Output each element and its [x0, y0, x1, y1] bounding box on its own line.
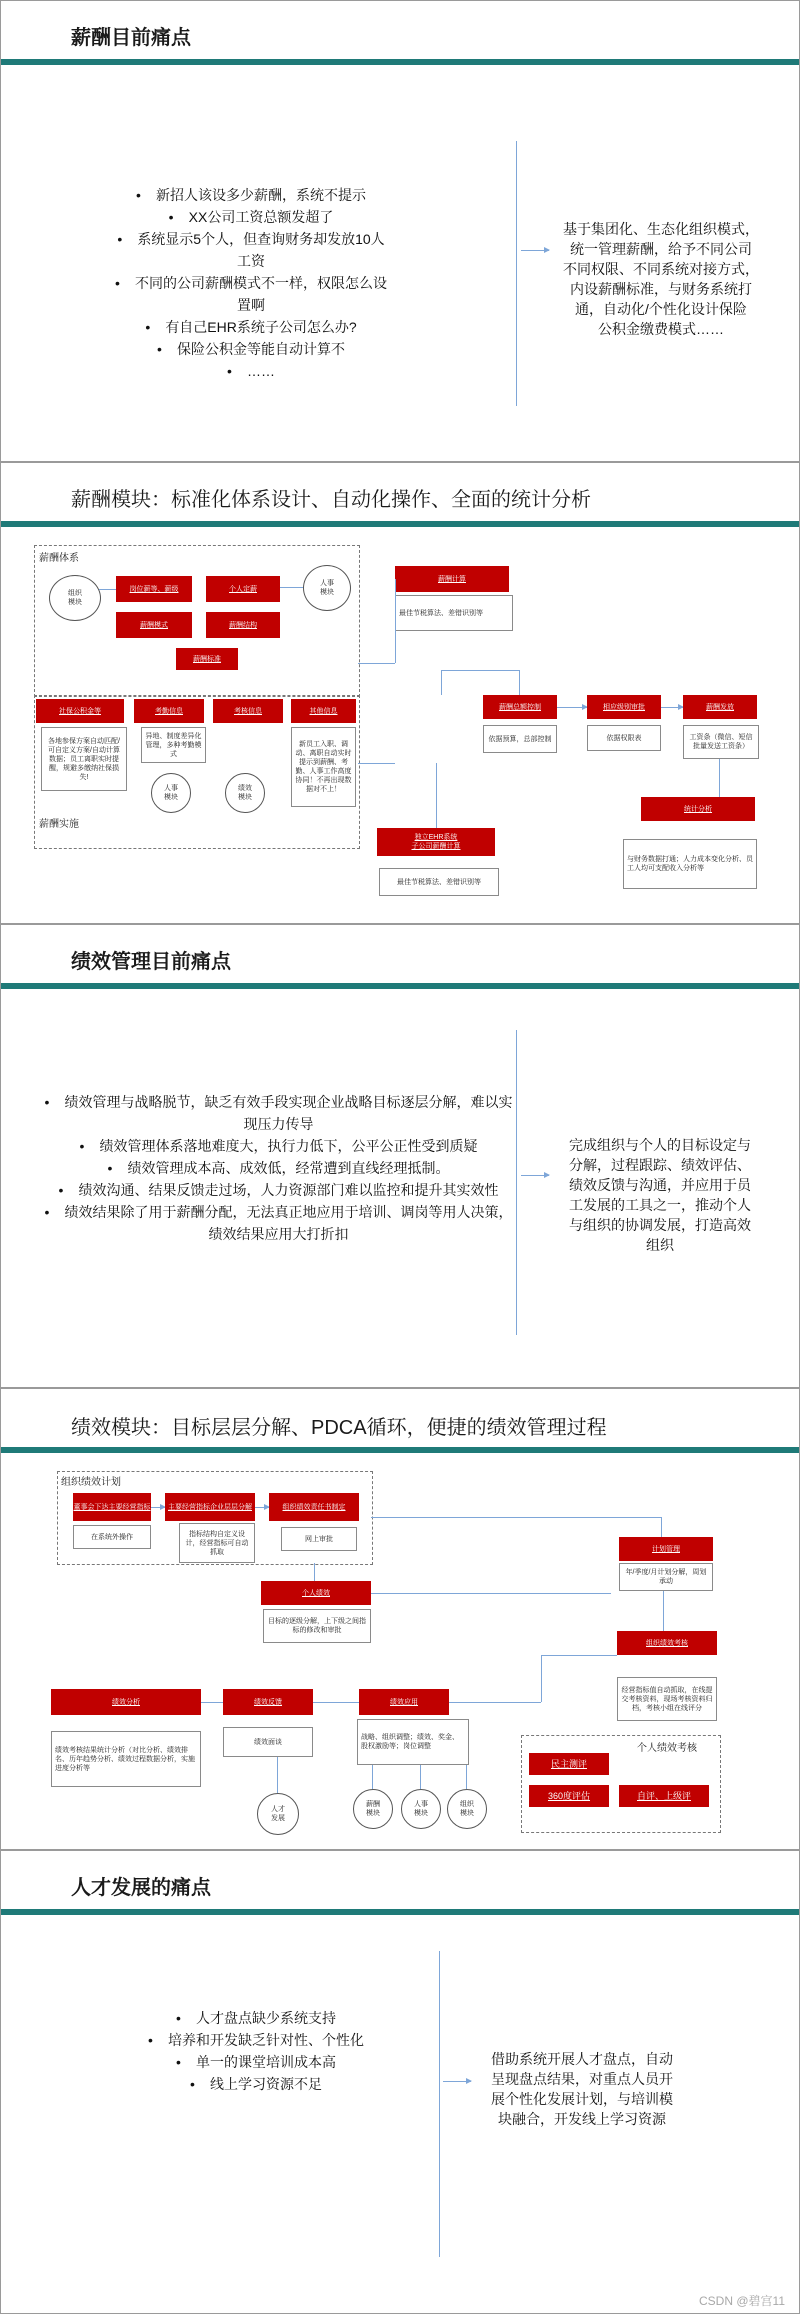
connector	[541, 1655, 542, 1702]
pay-standard-box: 薪酬标准	[176, 648, 238, 670]
payout-desc: 工资条（微信、短信批量发送工资条）	[683, 725, 759, 759]
list-item: • 人才盘点缺少系统支持	[121, 2007, 391, 2029]
dept-contract-desc: 网上审批	[281, 1527, 357, 1551]
personal-perf-desc: 目标的逐级分解，上下级之间指标的修改和审批	[263, 1609, 371, 1643]
teal-bar	[1, 59, 799, 65]
arrow	[151, 1507, 165, 1508]
connector	[441, 670, 519, 671]
circle-label: 人事 模块	[164, 785, 178, 801]
circle-label: 薪酬 模块	[366, 1801, 380, 1817]
social-insurance-box: 社保公积金等	[36, 699, 124, 723]
connector	[541, 1655, 617, 1656]
org-plan-label: 组织绩效计划	[61, 1477, 121, 1488]
solution-line: 与组织的协调发展，打造高效	[569, 1217, 751, 1233]
perf-apply-box: 绩效应用	[359, 1689, 449, 1715]
board-targets-desc: 在系统外操作	[73, 1525, 151, 1549]
slide-salary-pain	[0, 0, 800, 462]
attendance-desc: 异地、制度差异化管理，多种考勤模式	[141, 727, 206, 763]
connector	[358, 763, 395, 764]
pain-list	[41, 1091, 516, 1245]
individual-pay-box: 个人定薪	[206, 576, 280, 602]
list-item: • 绩效管理体系落地难度大，执行力低下，公平公正性受到质疑	[41, 1135, 516, 1157]
arrow	[661, 707, 683, 708]
approval-desc: 依据权限表	[587, 725, 661, 751]
slide-title: 薪酬目前痛点	[71, 27, 191, 49]
solution-line: 展个性化发展计划，与培训模	[491, 2091, 673, 2107]
perf-apply-desc: 战略、组织调整；绩效、奖金、股权激励等；岗位调整	[357, 1719, 469, 1765]
personal-perf-box: 个人绩效	[261, 1581, 371, 1605]
pay-mode-box: 薪酬模式	[116, 612, 192, 638]
solution-line: 借助系统开展人才盘点，自动	[491, 2051, 673, 2067]
circle-label: 人事 模块	[320, 580, 334, 596]
connector	[436, 763, 437, 828]
teal-bar	[1, 1447, 799, 1453]
solution-line: 呈现盘点结果，对重点人员开	[491, 2071, 673, 2087]
approval-box: 相应级别审批	[587, 695, 661, 719]
solution-line: 公积金缴费模式……	[598, 321, 724, 337]
list-item: • 绩效沟通、结果反馈走过场，人力资源部门难以监控和提升其实效性	[41, 1179, 516, 1201]
arrow	[255, 1507, 269, 1508]
slide-title: 人才发展的痛点	[71, 1877, 211, 1899]
list-item: • ……	[111, 360, 391, 382]
divider	[516, 1030, 517, 1335]
perf-feedback-desc: 绩效面谈	[223, 1727, 313, 1757]
perf-analysis-box: 绩效分析	[51, 1689, 201, 1715]
social-insurance-desc: 各地参保方案自动匹配/可自定义方案/自动计算数据；员工离职实时提醒，规避多缴纳社保损失!	[41, 727, 127, 791]
connector	[395, 579, 396, 663]
list-item: • 不同的公司薪酬模式不一样，权限怎么设置啊	[111, 272, 391, 316]
arrow	[521, 1175, 549, 1176]
solution-text	[549, 1135, 771, 1255]
payout-box: 薪酬发放	[683, 695, 757, 719]
other-info-box: 其他信息	[291, 699, 356, 723]
connector	[277, 1757, 278, 1793]
org-module-circle	[447, 1789, 487, 1829]
list-item: • 有自己EHR系统子公司怎么办?	[111, 316, 391, 338]
pay-structure-box: 薪酬结构	[206, 612, 280, 638]
slide-title: 绩效模块：目标层层分解、PDCA循环，便捷的绩效管理过程	[71, 1417, 607, 1439]
list-item: • 保险公积金等能自动计算不	[111, 338, 391, 360]
eval-360-box: 360度评估	[529, 1785, 609, 1807]
list-item: • 绩效结果除了用于薪酬分配，无法真正地应用于培训、调岗等用人决策，绩效结果应用大打折扣	[41, 1201, 516, 1245]
circle-label: 组织 模块	[460, 1801, 474, 1817]
company-split-box: 主要经营指标企业层层分解	[165, 1493, 255, 1521]
solution-line: 统一管理薪酬，给予不同公司	[570, 241, 752, 257]
salary-system-label: 薪酬体系	[39, 553, 79, 564]
self-eval-box: 自评、上级评	[619, 1785, 709, 1807]
connector	[661, 1517, 662, 1537]
solution-line: 不同权限、不同系统对接方式，	[563, 261, 759, 277]
connector	[372, 1765, 373, 1789]
solution-line: 绩效反馈与沟通，并应用于员	[569, 1177, 751, 1193]
solution-line: 组织	[646, 1237, 674, 1253]
slide-performance-pain	[0, 924, 800, 1388]
hr-module-circle	[151, 773, 191, 813]
list-item: • XX公司工资总额发超了	[111, 206, 391, 228]
stats-box: 统计分析	[641, 797, 755, 821]
connector	[201, 1702, 223, 1703]
slide-performance-module	[0, 1388, 800, 1850]
list-item: • 系统显示5个人，但查询财务却发放10人工资	[111, 228, 391, 272]
org-assess-desc: 经营指标值自动抓取，在线提交考核资料，现场考核资料归档，考核小组在线评分	[617, 1677, 717, 1721]
assessment-box: 考核信息	[213, 699, 283, 723]
company-split-desc: 指标结构自定义设计，经营指标可自动抓取	[179, 1523, 255, 1563]
solution-line: 块融合，开发线上学习资源	[498, 2111, 666, 2127]
watermark: CSDN @碧宫11	[699, 2294, 785, 2308]
solution-line: 完成组织与个人的目标设定与	[569, 1137, 751, 1153]
connector	[663, 1591, 664, 1631]
list-item: • 单一的课堂培训成本高	[121, 2051, 391, 2073]
talent-dev-circle	[257, 1793, 299, 1835]
arrow	[443, 2081, 471, 2082]
pain-list	[111, 184, 391, 382]
teal-bar	[1, 983, 799, 989]
democracy-eval-box: 民主测评	[529, 1753, 609, 1775]
connector	[519, 670, 520, 695]
hr-module-circle	[401, 1789, 441, 1829]
board-targets-box: 董事会下达主要经营指标	[73, 1493, 151, 1521]
connector	[441, 670, 442, 695]
box-label: 独立EHR系统 子公司薪酬计算	[411, 834, 461, 850]
salary-module-circle	[353, 1789, 393, 1829]
perf-analysis-desc: 绩效考核结果统计分析（对比分析、绩效排名、历年趋势分析、绩效过程数据分析，实施进度分析等	[51, 1731, 201, 1787]
independent-ehr-box	[377, 828, 495, 856]
salary-calc-desc: 最佳节税算法、差错识别等	[395, 595, 513, 631]
solution-text	[471, 2049, 693, 2129]
org-module-circle	[49, 575, 101, 621]
slide-title: 薪酬模块：标准化体系设计、自动化操作、全面的统计分析	[71, 489, 591, 511]
list-item: • 线上学习资源不足	[121, 2073, 391, 2095]
total-control-box: 薪酬总额控制	[483, 695, 557, 719]
list-item: • 绩效管理与战略脱节，缺乏有效手段实现企业战略目标逐层分解，难以实现压力传导	[41, 1091, 516, 1135]
hr-module-circle	[303, 565, 351, 611]
plan-mgmt-box: 计划管理	[619, 1537, 713, 1561]
connector	[358, 663, 395, 664]
teal-bar	[1, 521, 799, 527]
pain-list	[121, 2007, 391, 2095]
slide-title: 绩效管理目前痛点	[71, 951, 231, 973]
solution-line: 工发展的工具之一，推动个人	[569, 1197, 751, 1213]
total-control-desc: 依据预算，总部控制	[483, 725, 557, 753]
solution-line: 基于集团化、生态化组织模式，	[563, 221, 759, 237]
divider	[516, 141, 517, 406]
slide-salary-module	[0, 462, 800, 924]
circle-label: 绩效 模块	[238, 785, 252, 801]
list-item: • 培养和开发缺乏针对性、个性化	[121, 2029, 391, 2051]
salary-impl-label: 薪酬实施	[39, 819, 79, 830]
dept-contract-box: 组织绩效责任书制定	[269, 1493, 359, 1521]
connector	[280, 587, 303, 588]
connector	[371, 1593, 611, 1594]
attendance-box: 考勤信息	[134, 699, 204, 723]
perf-module-circle	[225, 773, 265, 813]
divider	[439, 1951, 440, 2257]
circle-label: 组织 模块	[68, 590, 82, 606]
connector	[420, 1765, 421, 1789]
org-assess-box: 组织绩效考核	[617, 1631, 717, 1655]
perf-feedback-box: 绩效反馈	[223, 1689, 313, 1715]
solution-line: 分解，过程跟踪、绩效评估、	[569, 1157, 751, 1173]
salary-calc-box: 薪酬计算	[395, 566, 509, 592]
connector	[313, 1702, 359, 1703]
stats-desc: 与财务数据打通；人力成本变化分析、员工人均可支配收入分析等	[623, 839, 757, 889]
connector	[719, 759, 720, 797]
connector	[449, 1702, 541, 1703]
solution-text	[541, 219, 781, 339]
salary-system-frame	[34, 545, 360, 697]
position-grade-box: 岗位薪等、薪级	[116, 576, 192, 602]
solution-line: 内设薪酬标准，与财务系统打	[570, 281, 752, 297]
connector	[99, 589, 116, 590]
connector	[371, 1517, 661, 1518]
personal-assess-label: 个人绩效考核	[637, 1743, 697, 1754]
other-info-desc: 新员工入职、调动、离职自动实时提示到薪酬、考勤、人事工作高度协同！不再出现数据对不上！	[291, 727, 356, 807]
list-item: • 新招人该设多少薪酬，系统不提示	[111, 184, 391, 206]
circle-label: 人才 发展	[271, 1806, 285, 1822]
list-item: • 绩效管理成本高、成效低，经常遭到直线经理抵制。	[41, 1157, 516, 1179]
independent-ehr-desc: 最佳节税算法、差错识别等	[379, 868, 499, 896]
slide-talent-pain	[0, 1850, 800, 2314]
plan-mgmt-desc: 年/季度/月计划分解，周划承动	[619, 1563, 713, 1591]
connector	[466, 1765, 467, 1789]
circle-label: 人事 模块	[414, 1801, 428, 1817]
teal-bar	[1, 1909, 799, 1915]
solution-line: 通，自动化/个性化设计保险	[575, 301, 747, 317]
arrow	[557, 707, 587, 708]
